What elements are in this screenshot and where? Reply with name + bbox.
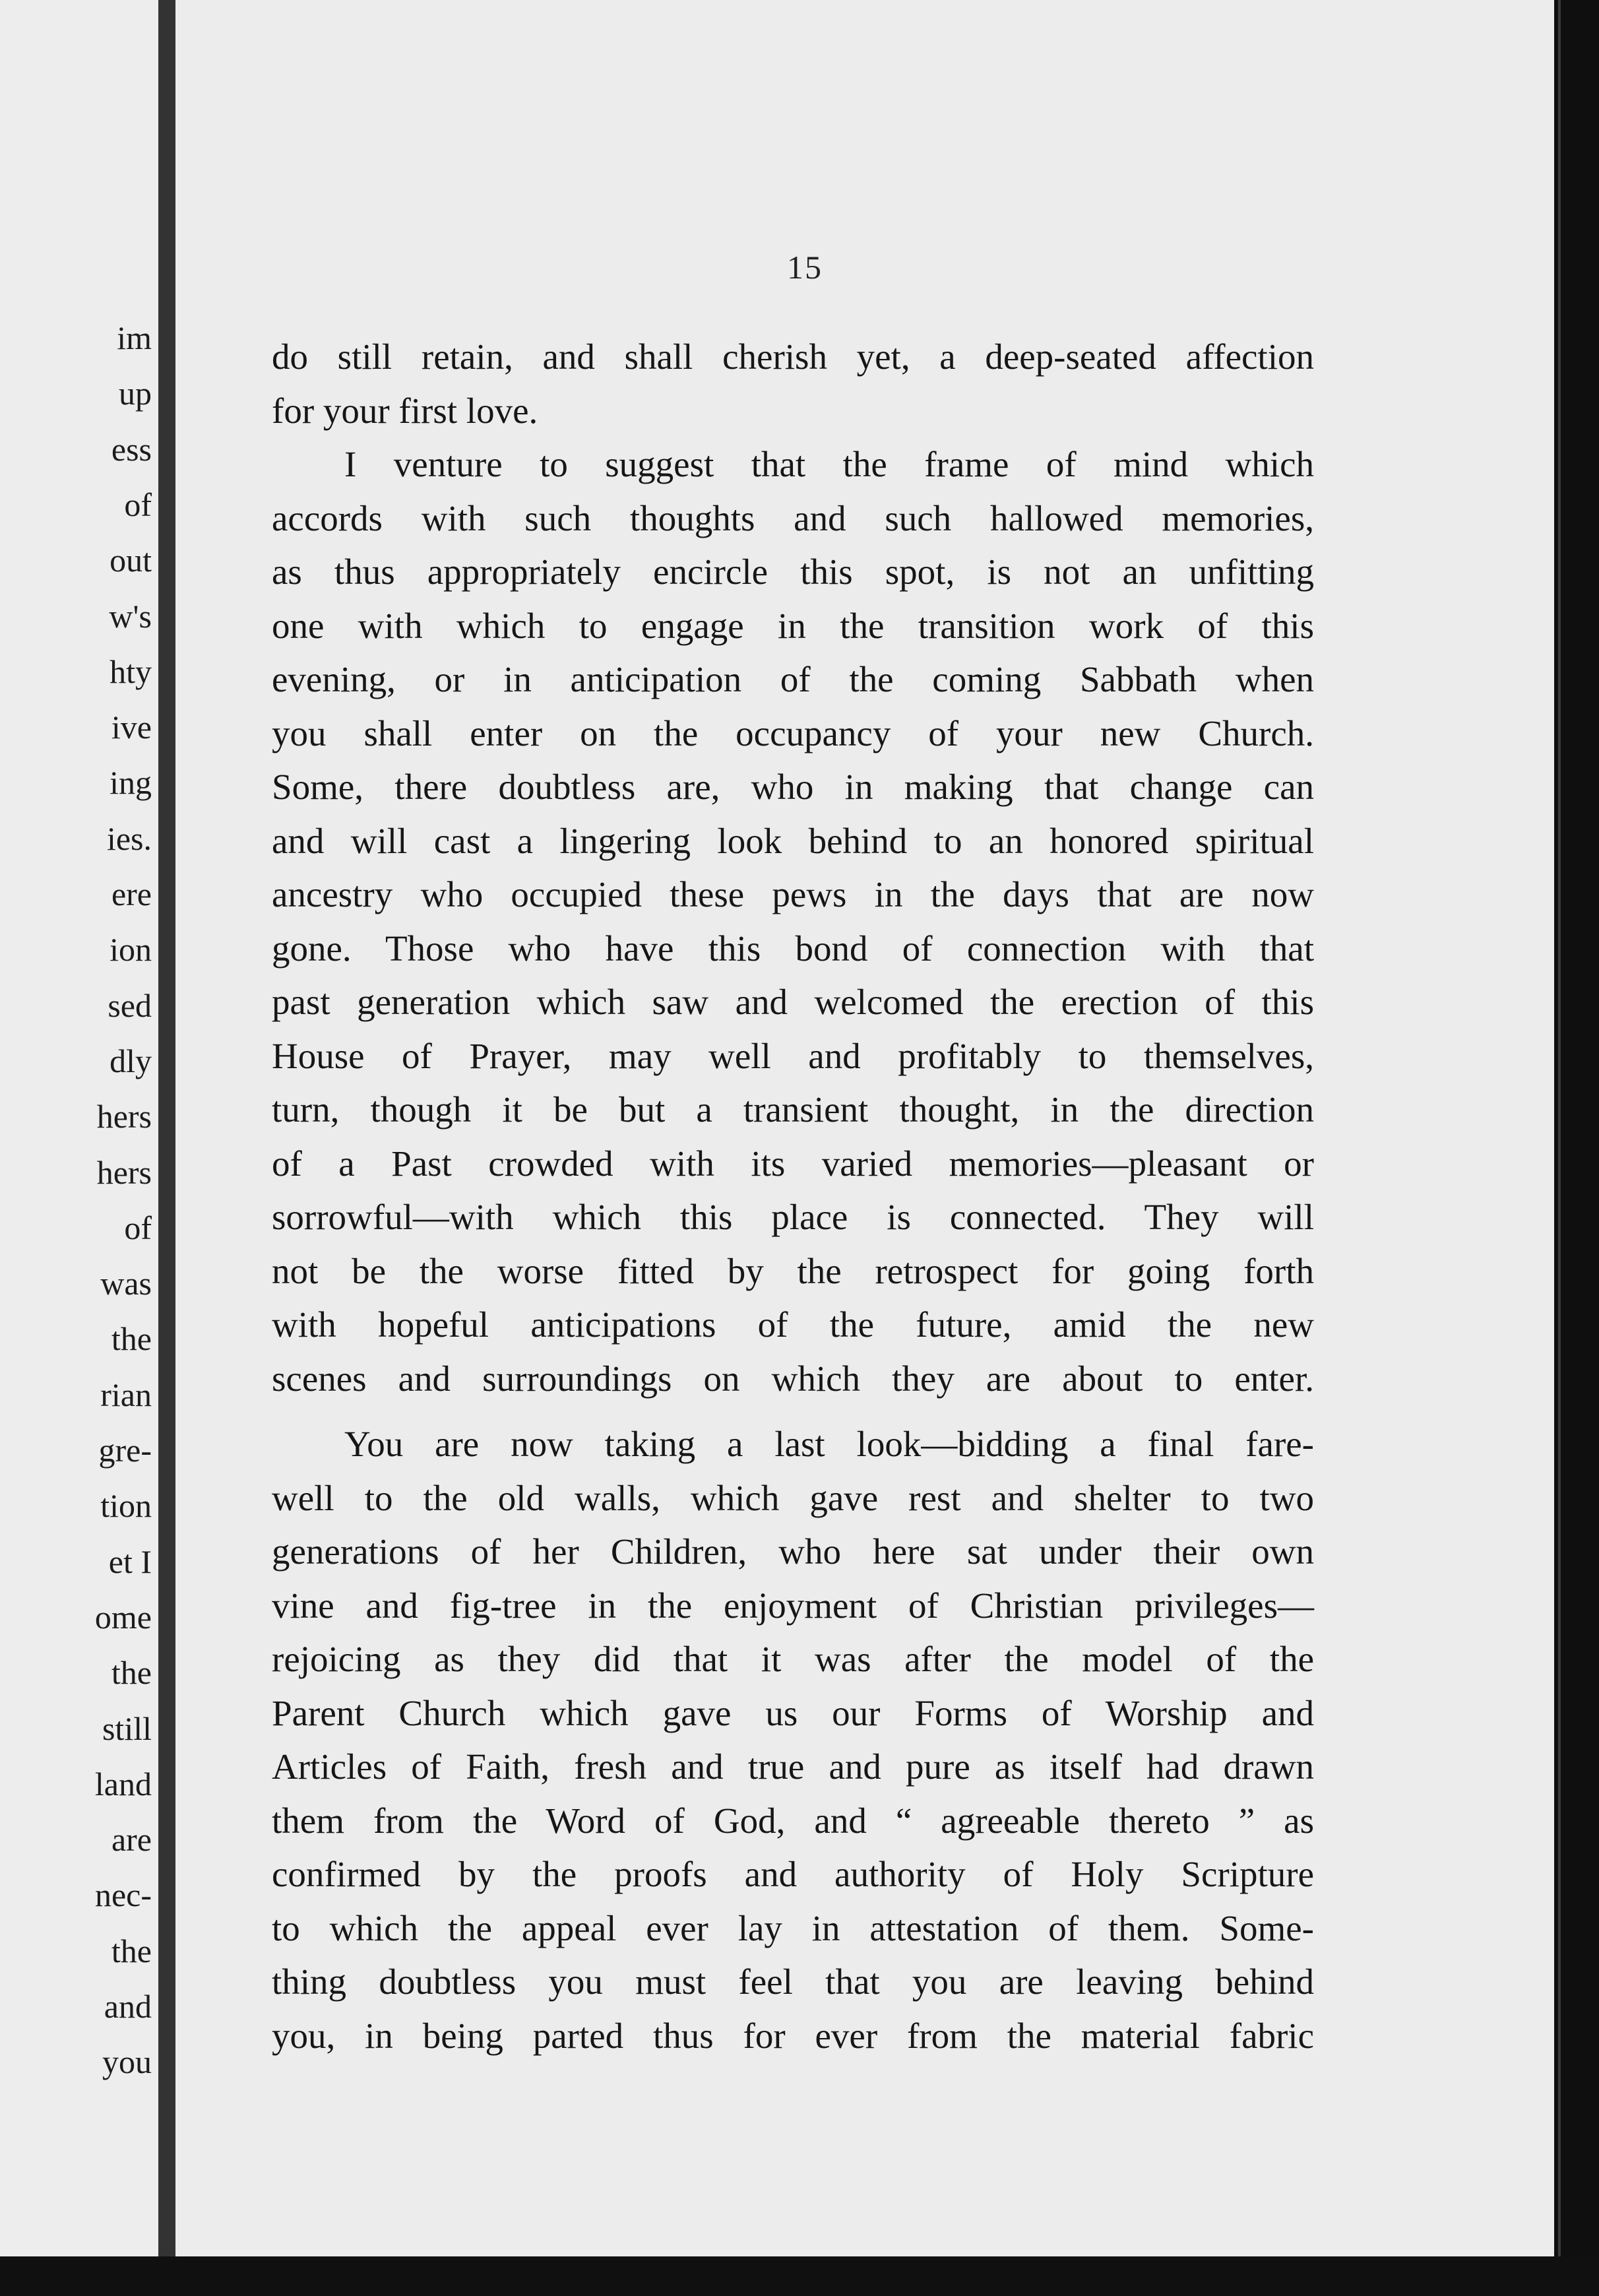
text-line: thing doubtless you must feel that you are leaving behind (272, 1961, 1314, 2002)
text-line: sorrowful—with which this place is connected. They will (272, 1197, 1314, 1237)
paragraph-gap (272, 1405, 1314, 1417)
left-page-fragment-line: et I (108, 1543, 152, 1580)
left-page-fragment-line: are (111, 1821, 152, 1859)
left-page-fragment-line: ome (94, 1598, 152, 1636)
text-line: You are now taking a last look—bidding a final fare- (344, 1424, 1314, 1464)
page-gutter (158, 0, 175, 2296)
right-page-edge (1554, 0, 1599, 2296)
text-line: one with which to engage in the transition work of this (272, 605, 1314, 646)
text-line: past generation which saw and welcomed the erection of this (272, 982, 1314, 1022)
text-line: you, in being parted thus for ever from the material fabric (272, 2015, 1314, 2056)
text-line: accords with such thoughts and such hallowed memories, (272, 497, 1314, 538)
left-page-fragment-line: ies. (106, 819, 152, 857)
paragraph-2 (272, 437, 1314, 1405)
left-page-fragment-line: sed (108, 986, 152, 1024)
text-line: to which the appeal ever lay in attestation of them. Some- (272, 1907, 1314, 1948)
left-page-fragment-line: of (124, 486, 152, 523)
left-page-fragment-line: ess (111, 430, 152, 468)
text-line: turn, though it be but a transient thought, in the direction (272, 1089, 1314, 1130)
text-line: Parent Church which gave us our Forms of Worship and (272, 1692, 1314, 1733)
text-line: gone. Those who have this bond of connection with that (272, 928, 1314, 969)
paragraph-1 (272, 330, 1314, 437)
left-page-fragment-line: was (100, 1265, 152, 1302)
left-page-fragment-line: land (94, 1765, 152, 1802)
bottom-page-edge (0, 2256, 1599, 2296)
text-line: of a Past crowded with its varied memories—pleasant or (272, 1143, 1314, 1184)
text-line: evening, or in anticipation of the coming Sabbath when (272, 659, 1314, 699)
text-line: them from the Word of God, and “ agreeable thereto ” as (272, 1800, 1314, 1841)
text-line: as thus appropriately encircle this spot, is not an unfitting (272, 552, 1314, 592)
text-line: vine and fig-tree in the enjoyment of Christian privileges— (272, 1585, 1314, 1626)
text-line: House of Prayer, may well and profitably to themselves, (272, 1035, 1314, 1076)
left-page-fragment-line: the (111, 1320, 152, 1358)
text-line: scenes and surroundings on which they are about to enter. (272, 1358, 1314, 1399)
left-page-fragment-line: rian (100, 1376, 152, 1413)
body-text (272, 330, 1314, 2062)
text-line: I venture to suggest that the frame of mind which (344, 444, 1314, 484)
paragraph-3 (272, 1417, 1314, 2062)
text-line: Some, there doubtless are, who in making that change can (272, 767, 1314, 807)
left-page-fragment-line: the (111, 1932, 152, 1969)
left-page-fragment-line: and (104, 1988, 152, 2025)
left-page-fragment-line: im (117, 319, 152, 356)
left-page-fragment (0, 0, 158, 2256)
text-line: with hopeful anticipations of the future, amid the new (272, 1304, 1314, 1345)
left-page-fragment-line: gre- (98, 1432, 152, 1469)
text-line: rejoicing as they did that it was after the model of the (272, 1639, 1314, 1679)
left-page-fragment-line: tion (100, 1487, 152, 1525)
left-page-fragment-line: you (102, 2043, 152, 2081)
left-page-fragment-line: hers (96, 1098, 152, 1135)
text-line: Articles of Faith, fresh and true and pure as itself had drawn (272, 1746, 1314, 1787)
left-page-fragment-line: ive (111, 709, 152, 746)
left-page-fragment-line: hers (96, 1153, 152, 1191)
left-page-fragment-line: hty (110, 653, 152, 690)
text-line: you shall enter on the occupancy of your new Church. (272, 713, 1314, 753)
text-line: generations of her Children, who here sat under their own (272, 1531, 1314, 1572)
edge-strip (1558, 0, 1561, 2296)
text-line: well to the old walls, which gave rest and shelter to two (272, 1477, 1314, 1518)
left-page-fragment-line: still (102, 1709, 152, 1747)
left-page-fragment-line: w's (109, 597, 152, 635)
left-page-fragment-line: ing (110, 764, 152, 802)
text-line: for your first love. (272, 390, 538, 431)
page-number: 15 (787, 249, 823, 286)
text-line: confirmed by the proofs and authority of Holy Scripture (272, 1854, 1314, 1894)
left-page-fragment-line: dly (110, 1042, 152, 1079)
text-line: and will cast a lingering look behind to an honored spiritual (272, 820, 1314, 861)
left-page-fragment-line: ion (110, 931, 152, 969)
left-page-fragment-line: of (124, 1209, 152, 1246)
left-page-fragment-line: the (111, 1654, 152, 1692)
text-line: not be the worse fitted by the retrospect for going forth (272, 1250, 1314, 1291)
text-line: do still retain, and shall cherish yet, a deep-seated affection (272, 336, 1314, 377)
left-page-fragment-line: ere (111, 876, 152, 912)
left-page-fragment-line: out (110, 542, 152, 579)
text-line: ancestry who occupied these pews in the days that are now (272, 874, 1314, 914)
left-page-fragment-line: nec- (94, 1876, 152, 1914)
left-page-fragment-line: up (119, 375, 152, 412)
